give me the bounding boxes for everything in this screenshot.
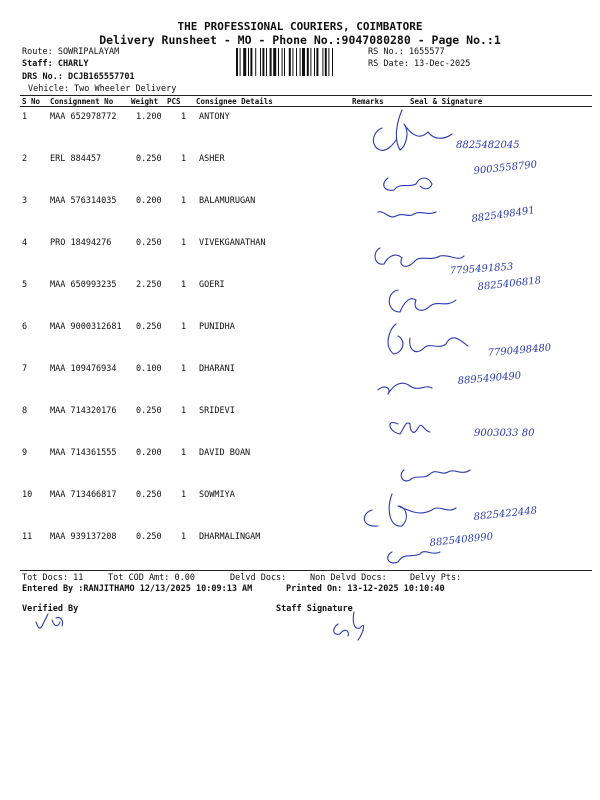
cell-pcs: 1: [181, 112, 187, 122]
cell-consignee: DHARMALINGAM: [199, 532, 261, 542]
cell-sno: 3: [22, 196, 28, 206]
cell-consignment-no: MAA 652978772: [50, 112, 117, 122]
cell-weight: 1.200: [136, 112, 162, 122]
cell-consignee: BALAMURUGAN: [199, 196, 256, 206]
tot-cod-amt: Tot COD Amt: 0.00: [108, 573, 195, 583]
cell-consignment-no: MAA 714361555: [50, 448, 117, 458]
delvd-docs: Delvd Docs:: [230, 573, 287, 583]
cell-pcs: 1: [181, 406, 187, 416]
table-bottom-rule: [20, 570, 592, 571]
handwritten-phone: 9003558790: [473, 159, 538, 177]
cell-sno: 10: [22, 490, 33, 500]
col-sno: S No: [22, 97, 41, 106]
cell-consignee: PUNIDHA: [199, 322, 235, 332]
verified-by-label: Verified By: [22, 604, 79, 614]
cell-consignee: GOERI: [199, 280, 225, 290]
cell-pcs: 1: [181, 196, 187, 206]
handwritten-signature: [36, 110, 470, 640]
non-delvd-docs: Non Delvd Docs:: [310, 573, 387, 583]
cell-weight: 0.200: [136, 196, 162, 206]
handwritten-phone: 8895490490: [457, 370, 522, 387]
cell-pcs: 1: [181, 532, 187, 542]
cell-weight: 0.250: [136, 238, 162, 248]
cell-consignment-no: MAA 939137208: [50, 532, 117, 542]
handwritten-phone: 8825406818: [477, 275, 542, 293]
handwritten-phone: 8825422448: [473, 505, 538, 523]
cell-sno: 1: [22, 112, 28, 122]
cell-consignment-no: PRO 18494276: [50, 238, 112, 248]
cell-sno: 7: [22, 364, 28, 374]
col-seal-signature: Seal & Signature: [410, 97, 483, 106]
cell-weight: 0.200: [136, 448, 162, 458]
route-text: Route: SOWRIPALAYAM: [22, 47, 120, 57]
cell-consignment-no: MAA 714320176: [50, 406, 117, 416]
cell-consignee: ASHER: [199, 154, 225, 164]
cell-consignee: SRIDEVI: [199, 406, 235, 416]
vehicle-text: Vehicle: Two Wheeler Delivery: [28, 84, 177, 94]
cell-sno: 4: [22, 238, 28, 248]
rs-date: RS Date: 13-Dec-2025: [368, 59, 471, 69]
runsheet-title: Delivery Runsheet - MO - Phone No.:9047080280 - Page No.:1: [99, 33, 501, 47]
cell-weight: 0.250: [136, 532, 162, 542]
cell-pcs: 1: [181, 490, 187, 500]
cell-pcs: 1: [181, 238, 187, 248]
handwritten-phone: 8825408990: [429, 531, 494, 549]
cell-pcs: 1: [181, 280, 187, 290]
cell-sno: 6: [22, 322, 28, 332]
col-remarks: Remarks: [352, 97, 384, 106]
cell-pcs: 1: [181, 154, 187, 164]
tot-docs: Tot Docs: 11: [22, 573, 84, 583]
cell-weight: 0.250: [136, 154, 162, 164]
cell-consignee: VIVEKGANATHAN: [199, 238, 266, 248]
cell-weight: 2.250: [136, 280, 162, 290]
cell-consignee: SOWMIYA: [199, 490, 235, 500]
handwritten-phone: 7790498480: [487, 342, 552, 359]
cell-weight: 0.250: [136, 490, 162, 500]
col-consignee: Consignee Details: [196, 97, 273, 106]
staff-text: Staff: CHARLY: [22, 59, 89, 69]
rs-number: RS No.: 1655577: [368, 47, 445, 57]
cell-pcs: 1: [181, 322, 187, 332]
delvy-pts: Delvy Pts:: [410, 573, 462, 583]
cell-consignee: DHARANI: [199, 364, 235, 374]
company-title: THE PROFESSIONAL COURIERS, COIMBATORE: [177, 20, 423, 33]
printed-on: Printed On: 13-12-2025 10:10:40: [286, 584, 445, 594]
handwritten-phone: 9003033 80: [474, 428, 535, 439]
col-consignment: Consignment No: [50, 97, 114, 106]
cell-consignee: DAVID BOAN: [199, 448, 251, 458]
col-pcs: PCS: [167, 97, 181, 106]
cell-pcs: 1: [181, 364, 187, 374]
staff-signature-label: Staff Signature: [276, 604, 353, 614]
cell-consignment-no: MAA 650993235: [50, 280, 117, 290]
cell-sno: 8: [22, 406, 28, 416]
cell-weight: 0.250: [136, 406, 162, 416]
cell-consignment-no: MAA 109476934: [50, 364, 117, 374]
handwritten-phone: 8825498491: [470, 205, 536, 225]
drs-number: DRS No.: DCJB165557701: [22, 72, 135, 82]
cell-weight: 0.250: [136, 322, 162, 332]
col-weight: Weight: [131, 97, 159, 106]
cell-consignment-no: MAA 9000312681: [50, 322, 122, 332]
cell-pcs: 1: [181, 448, 187, 458]
cell-consignee: ANTONY: [199, 112, 230, 122]
handwritten-phone: 7795491853: [449, 261, 514, 277]
cell-consignment-no: MAA 576314035: [50, 196, 117, 206]
entered-by: Entered By :RANJITHAMO 12/13/2025 10:09:13 AM: [22, 584, 253, 594]
cell-weight: 0.100: [136, 364, 162, 374]
cell-sno: 2: [22, 154, 28, 164]
cell-consignment-no: MAA 713466817: [50, 490, 117, 500]
cell-sno: 5: [22, 280, 28, 290]
cell-consignment-no: ERL 884457: [50, 154, 102, 164]
cell-sno: 9: [22, 448, 28, 458]
handwritten-phone: 8825482045: [456, 140, 520, 151]
cell-sno: 11: [22, 532, 33, 542]
